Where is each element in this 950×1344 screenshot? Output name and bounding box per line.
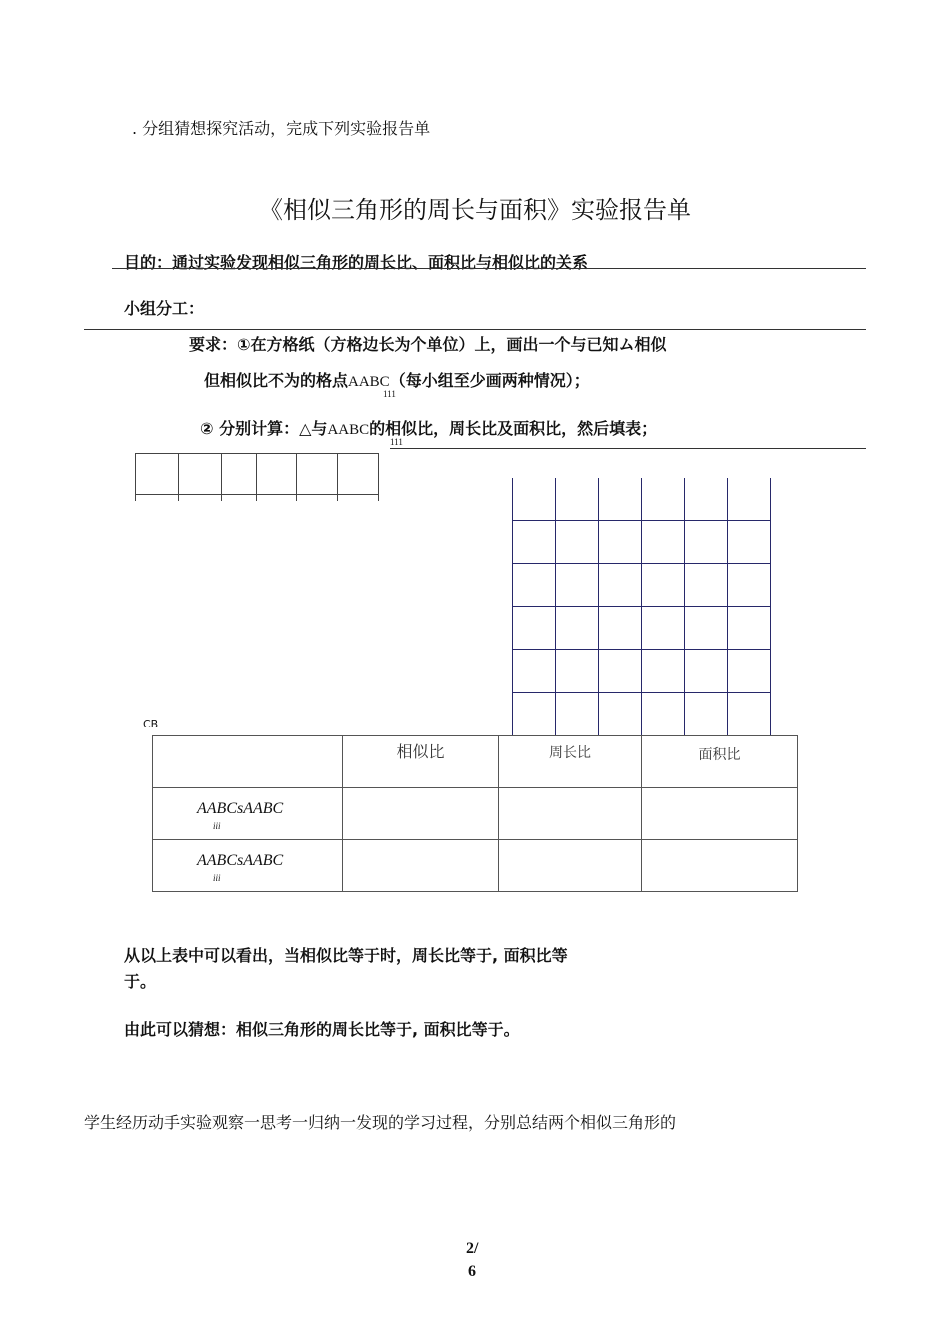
ratio-table — [152, 735, 798, 892]
square-grid-paper — [512, 478, 770, 736]
table-header-similarity-ratio: 相似比 — [343, 736, 499, 788]
table-cell[interactable] — [642, 840, 798, 892]
requirement-1b-subscript: 111 — [383, 389, 396, 399]
requirement-2-subscript: 111 — [390, 437, 403, 447]
requirement-1a: 要求：①在方格纸（方格边长为个单位）上，画出一个与已知ム相似 — [189, 335, 667, 354]
report-title: 《相似三角形的周长与面积》实验报告单 — [259, 196, 691, 224]
table-header-empty — [153, 736, 343, 788]
requirement-1b-prefix: 但相似比不为的格点 — [204, 371, 349, 390]
table-cell[interactable] — [343, 840, 499, 892]
table-row-label: AABCsAABC iii — [153, 840, 343, 892]
group-division-label: 小组分工： — [124, 299, 205, 318]
small-grid-paper — [135, 453, 378, 501]
table-cell[interactable] — [499, 840, 642, 892]
requirement-2-underline — [390, 448, 866, 449]
conjecture-text: 由此可以猜想：相似三角形的周长比等于, 面积比等于。 — [124, 1020, 520, 1039]
requirement-2-triangle: AABC — [327, 422, 370, 438]
intro-line: . 分组猜想探究活动，完成下列实验报告单 — [132, 119, 431, 138]
purpose-underline — [112, 268, 866, 269]
table-header-row — [153, 736, 798, 788]
table-cell[interactable] — [343, 788, 499, 840]
requirement-1b — [204, 368, 590, 391]
requirement-1b-suffix: （每小组至少画两种情况）； — [389, 371, 590, 390]
summary-text: 学生经历动手实验观察一思考一归纳一发现的学习过程，分别总结两个相似三角形的 — [84, 1113, 677, 1132]
table-row — [153, 840, 798, 892]
group-division-underline — [84, 329, 866, 330]
cb-label: CB — [143, 719, 159, 727]
table-cell[interactable] — [642, 788, 798, 840]
table-header-area-ratio: 面积比 — [642, 736, 798, 788]
page-number-bottom: 6 — [468, 1263, 476, 1280]
table-cell[interactable] — [499, 788, 642, 840]
requirement-2 — [200, 416, 657, 439]
table-header-perimeter-ratio: 周长比 — [499, 736, 642, 788]
table-row-label: AABCsAABC iii — [153, 788, 343, 840]
purpose-text: 目的：通过实验发现相似三角形的周长比、面积比与相似比的关系 — [124, 253, 589, 272]
requirement-1b-triangle: AABC — [348, 374, 390, 390]
requirement-2-prefix: ② 分别计算：△与 — [200, 419, 328, 438]
requirement-2-suffix: 的相似比，周长比及面积比，然后填表； — [369, 419, 658, 438]
table-row — [153, 788, 798, 840]
conclusion-line-2: 于。 — [124, 972, 157, 991]
page-number-top: 2/ — [466, 1240, 479, 1257]
conclusion-line-1: 从以上表中可以看出，当相似比等于时，周长比等于, 面积比等 — [124, 946, 568, 965]
